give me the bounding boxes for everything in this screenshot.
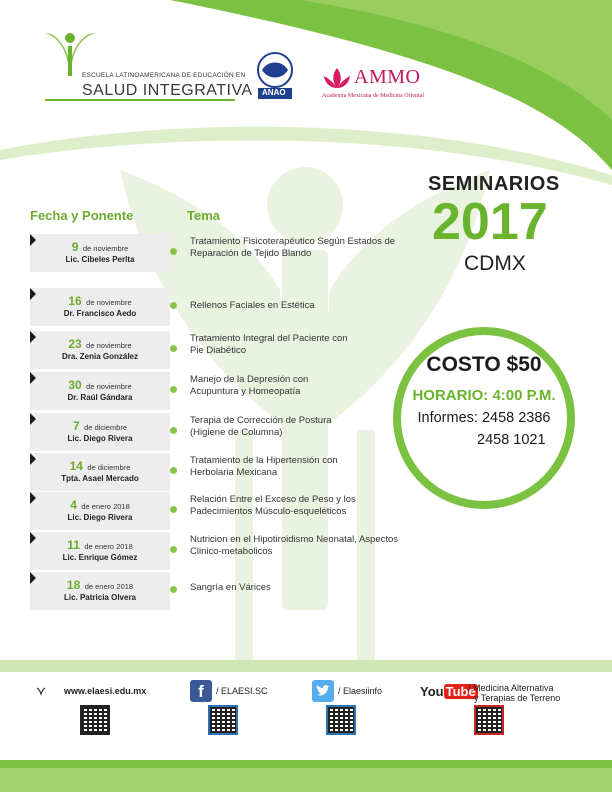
bullet-dot xyxy=(170,345,177,352)
column-header-date-speaker: Fecha y Ponente xyxy=(30,208,134,223)
session-date xyxy=(30,292,170,310)
session-speaker: Tpta. Asael Mercado xyxy=(61,474,139,483)
session-month: de noviembre xyxy=(82,244,129,253)
session-date xyxy=(30,576,170,594)
facebook-qr-code[interactable] xyxy=(208,705,238,735)
session-topic: Nutricion en el Hipotiroidismo Neonatal, Aspectos Clinico-metabolicos xyxy=(190,534,399,557)
session-row xyxy=(30,413,380,451)
session-topic: Terapia de Corrección de Postura (Higiene de Columna) xyxy=(190,415,332,438)
session-day: 16 xyxy=(68,294,82,308)
session-day: 18 xyxy=(66,578,81,592)
schedule-time: HORARIO: 4:00 P.M. xyxy=(412,387,556,404)
youtube-tube: Tube xyxy=(445,684,476,699)
facebook-icon[interactable]: f xyxy=(190,680,212,702)
price-label: COSTO $50 xyxy=(426,353,542,376)
session-topic: Sangría en Várices xyxy=(190,582,271,593)
session-date xyxy=(30,457,170,475)
bullet-dot xyxy=(170,546,177,553)
session-row xyxy=(30,331,380,369)
bullet-dot xyxy=(170,248,177,255)
bullet-dot xyxy=(170,427,177,434)
session-topic: Tratamiento Integral del Paciente con Pie Diabético xyxy=(190,333,348,356)
youtube-qr-code[interactable] xyxy=(474,705,504,735)
twitter-icon[interactable] xyxy=(312,680,334,702)
session-month: de noviembre xyxy=(86,298,132,307)
bullet-dot xyxy=(170,586,177,593)
session-day: 4 xyxy=(70,498,77,512)
website-qr-code[interactable] xyxy=(80,705,110,735)
ammo-name: AMMO xyxy=(354,66,421,88)
info-phone: Informes: 2458 2386 xyxy=(417,410,551,426)
session-speaker: Dr. Francisco Aedo xyxy=(63,309,137,318)
logo-underline xyxy=(45,99,235,101)
session-topic: Tratamiento Fisicoterapéutico Según Estados de Reparación de Tejido Blando xyxy=(190,236,396,259)
session-row xyxy=(30,492,380,530)
bullet-dot xyxy=(170,302,177,309)
session-date xyxy=(30,238,170,256)
session-date xyxy=(30,536,170,554)
session-month: de enero 2018 xyxy=(84,582,134,591)
info-phone-2: 2458 1021 xyxy=(477,432,546,448)
title-city: CDMX xyxy=(464,252,526,275)
session-topic: Tratamiento de la Hipertensión con Herbolaria Mexicana xyxy=(190,455,338,478)
ammo-subtitle: Academia Mexicana de Medicina Oriental xyxy=(322,93,424,99)
session-date xyxy=(30,496,170,514)
bullet-dot xyxy=(170,506,177,513)
session-topic: Rellenos Faciales en Estética xyxy=(190,300,315,311)
session-day: 11 xyxy=(67,538,80,552)
session-speaker: Lic. Cibeles Perlta xyxy=(65,255,135,264)
school-name-line2: SALUD INTEGRATIVA xyxy=(82,82,253,99)
session-month: de enero 2018 xyxy=(81,502,130,511)
anao-label: ANAO xyxy=(262,88,286,97)
session-day: 7 xyxy=(72,419,80,433)
session-speaker: Lic. Enrique Gómez xyxy=(62,553,138,562)
twitter-qr-code[interactable] xyxy=(326,705,356,735)
session-row xyxy=(30,288,380,326)
bullet-dot xyxy=(170,467,177,474)
session-date xyxy=(30,376,170,394)
session-row xyxy=(30,372,380,410)
youtube-channel[interactable] xyxy=(468,683,560,703)
session-row xyxy=(30,453,380,491)
elaesi-small-logo-icon xyxy=(36,686,46,696)
session-topic: Manejo de la Depresión con Acupuntura y Homeopatía xyxy=(190,374,309,397)
session-month: de noviembre xyxy=(86,341,132,350)
session-row xyxy=(30,572,380,610)
facebook-handle[interactable]: / ELAESI.SC xyxy=(216,686,268,696)
website-link[interactable]: www.elaesi.edu.mx xyxy=(64,686,147,696)
session-speaker: Dr. Raúl Gándara xyxy=(67,393,133,402)
session-row xyxy=(30,532,399,570)
session-speaker: Lic. Diego Rivera xyxy=(67,513,133,522)
youtube-line1: / Medicina Alternativa xyxy=(468,683,554,693)
session-day: 23 xyxy=(68,337,82,351)
elaesi-figure-icon xyxy=(40,28,100,78)
session-speaker: Dra. Zenia González xyxy=(61,352,139,361)
session-day: 30 xyxy=(68,378,82,392)
session-speaker: Lic. Diego Rivera xyxy=(67,434,133,443)
title-year: 2017 xyxy=(432,193,548,251)
session-date xyxy=(30,335,170,353)
bullet-dot xyxy=(170,386,177,393)
youtube-you: You xyxy=(420,684,444,699)
session-day: 9 xyxy=(71,240,79,254)
youtube-line2: y Terapias de Terreno xyxy=(474,693,561,703)
column-header-topic: Tema xyxy=(187,208,220,223)
session-month: de diciembre xyxy=(87,463,131,472)
session-month: de diciembre xyxy=(84,423,128,432)
session-speaker: Lic. Patricia Olvera xyxy=(63,593,137,602)
session-month: de enero 2018 xyxy=(84,542,133,551)
school-name-line1: ESCUELA LATINOAMERICANA DE EDUCACIÓN EN xyxy=(82,72,246,79)
session-topic: Relación Entre el Exceso de Peso y los Padecimientos Músculo-esqueléticos xyxy=(190,494,356,517)
session-month: de noviembre xyxy=(86,382,132,391)
title-seminarios: SEMINARIOS xyxy=(428,173,560,195)
price-circle xyxy=(393,327,575,509)
lotus-icon xyxy=(322,66,352,90)
session-day: 14 xyxy=(69,459,83,473)
twitter-handle[interactable]: / Elaesiinfo xyxy=(338,686,383,696)
session-date xyxy=(30,417,170,435)
session-row xyxy=(30,234,396,272)
